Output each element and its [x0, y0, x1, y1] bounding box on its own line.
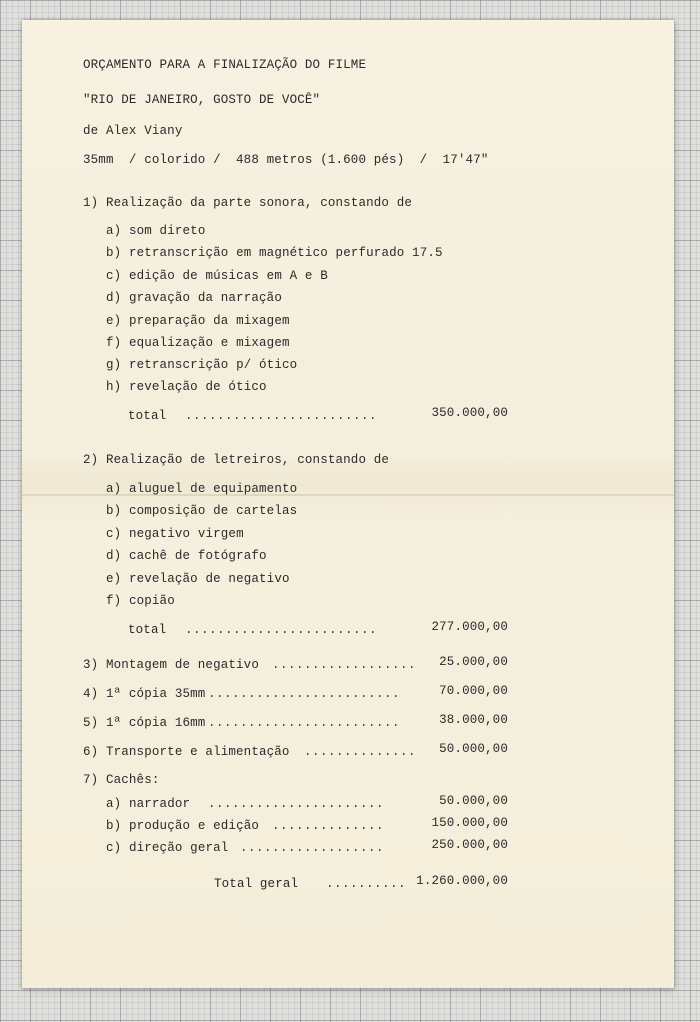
section-1-item: e) preparação da mixagem: [106, 314, 290, 328]
line-item-label: 4) 1ª cópia 35mm: [83, 687, 206, 701]
section-2-item: d) cachê de fotógrafo: [106, 549, 267, 563]
film-author: de Alex Viany: [83, 124, 183, 138]
line-item-label: 5) 1ª cópia 16mm: [83, 716, 206, 730]
line-item-label: 6) Transporte e alimentação: [83, 745, 290, 759]
section-2-item: a) aluguel de equipamento: [106, 482, 298, 496]
grand-total-dots: ..........: [326, 877, 407, 891]
document-title: ORÇAMENTO PARA A FINALIZAÇÃO DO FILME: [83, 58, 367, 72]
grand-total-label: Total geral: [214, 877, 299, 891]
section-2-total-dots: ........................: [185, 623, 378, 637]
section-1-item: c) edição de músicas em A e B: [106, 269, 328, 283]
line-item-dots: ........................: [208, 687, 401, 701]
section-1-item: d) gravação da narração: [106, 291, 282, 305]
film-title: "RIO DE JANEIRO, GOSTO DE VOCÊ": [83, 93, 321, 107]
fee-item-value: 250.000,00: [431, 838, 508, 852]
fee-item-label: c) direção geral: [106, 841, 229, 855]
line-item-value: 38.000,00: [439, 713, 508, 727]
fee-item-dots: ......................: [208, 797, 385, 811]
section-1-total-value: 350.000,00: [431, 406, 508, 420]
fee-item-value: 50.000,00: [439, 794, 508, 808]
section-1-total-label: total: [128, 409, 167, 423]
fee-item-label: a) narrador: [106, 797, 191, 811]
section-1-item: h) revelação de ótico: [106, 380, 267, 394]
line-item-value: 70.000,00: [439, 684, 508, 698]
line-item-dots: ........................: [208, 716, 401, 730]
film-specs: 35mm / colorido / 488 metros (1.600 pés) / 17'47": [83, 153, 489, 167]
section-1-item: g) retranscrição p/ ótico: [106, 358, 298, 372]
section-1-heading: 1) Realização da parte sonora, constando de: [83, 196, 413, 210]
section-2-item: b) composição de cartelas: [106, 504, 298, 518]
section-2-heading: 2) Realização de letreiros, constando de: [83, 453, 390, 467]
section-2-item: c) negativo virgem: [106, 527, 244, 541]
line-item-label: 3) Montagem de negativo: [83, 658, 259, 672]
section-1-item: a) som direto: [106, 224, 206, 238]
line-item-dots: ..............: [304, 745, 417, 759]
fee-item-dots: ..............: [272, 819, 385, 833]
section-2-total-label: total: [128, 623, 167, 637]
section-1-total-dots: ........................: [185, 409, 378, 423]
section-2-total-value: 277.000,00: [431, 620, 508, 634]
section-7-heading: 7) Cachês:: [83, 773, 160, 787]
fee-item-value: 150.000,00: [431, 816, 508, 830]
section-1-item: f) equalização e mixagem: [106, 336, 290, 350]
grand-total-value: 1.260.000,00: [416, 874, 508, 888]
fee-item-label: b) produção e edição: [106, 819, 260, 833]
document-page: [22, 20, 674, 988]
line-item-value: 25.000,00: [439, 655, 508, 669]
section-1-item: b) retranscrição em magnético perfurado 17.5: [106, 246, 443, 260]
section-2-item: f) copião: [106, 594, 175, 608]
line-item-value: 50.000,00: [439, 742, 508, 756]
section-2-item: e) revelação de negativo: [106, 572, 290, 586]
line-item-dots: ..................: [272, 658, 417, 672]
fee-item-dots: ..................: [240, 841, 385, 855]
